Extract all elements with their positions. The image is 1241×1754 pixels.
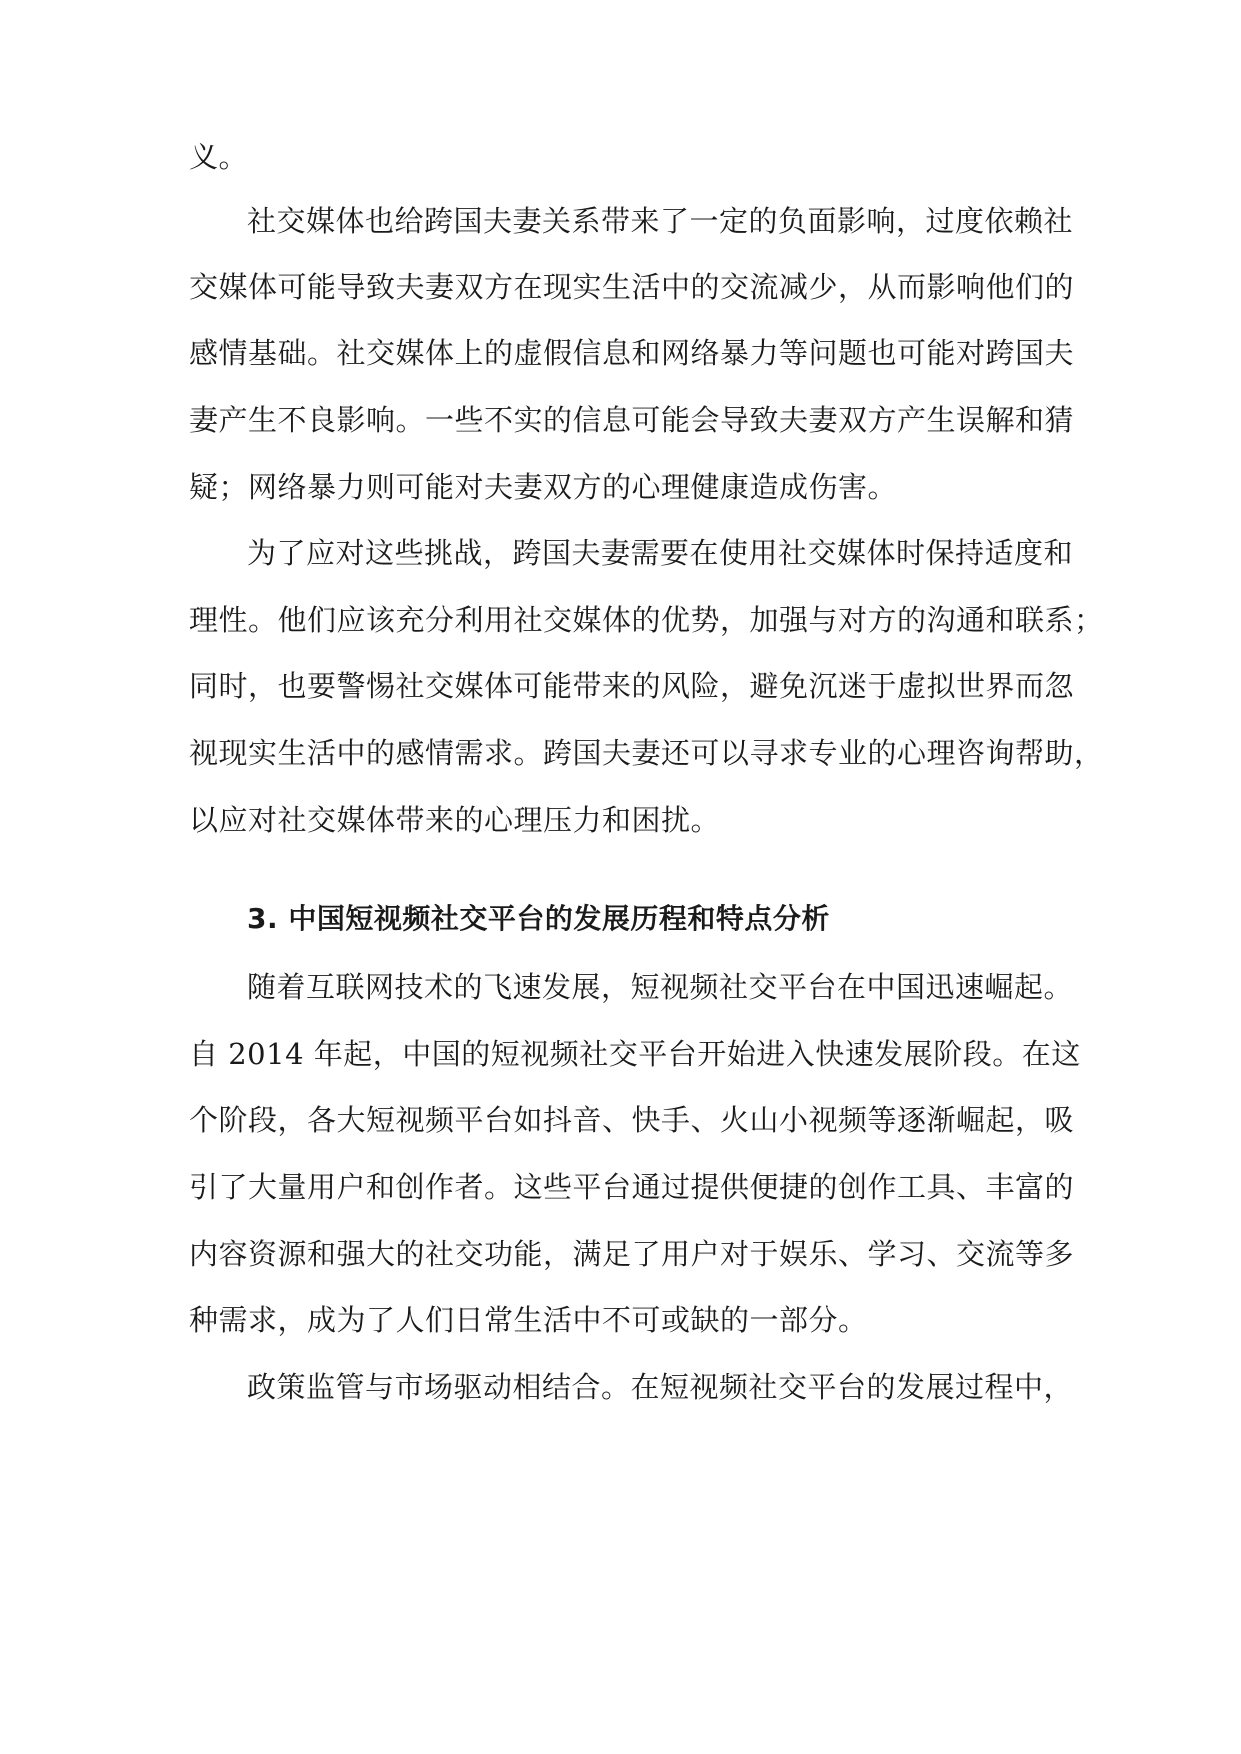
paragraph-line: 交媒体可能导致夫妻双方在现实生活中的交流减少，从而影响他们的: [189, 270, 1075, 304]
paragraph-line: 随着互联网技术的飞速发展，短视频社交平台在中国迅速崛起。: [247, 970, 1074, 1004]
paragraph-line: 个阶段，各大短视频平台如抖音、快手、火山小视频等逐渐崛起，吸: [189, 1103, 1075, 1137]
paragraph-line: 妻产生不良影响。一些不实的信息可能会导致夫妻双方产生误解和猜: [189, 403, 1075, 437]
paragraph-line: 为了应对这些挑战，跨国夫妻需要在使用社交媒体时保持适度和: [247, 536, 1074, 570]
section-heading: 3. 中国短视频社交平台的发展历程和特点分析: [247, 902, 830, 935]
paragraph-line: 引了大量用户和创作者。这些平台通过提供便捷的创作工具、丰富的: [189, 1170, 1075, 1204]
paragraph-line: 感情基础。社交媒体上的虚假信息和网络暴力等问题也可能对跨国夫: [189, 336, 1075, 370]
paragraph-line: 义。: [189, 140, 249, 174]
paragraph-line: 自 2014 年起，中国的短视频社交平台开始进入快速发展阶段。在这: [189, 1037, 1081, 1071]
paragraph-line: 视现实生活中的感情需求。跨国夫妻还可以寻求专业的心理咨询帮助，: [189, 736, 1104, 770]
paragraph-line: 理性。他们应该充分利用社交媒体的优势，加强与对方的沟通和联系；: [189, 603, 1104, 637]
paragraph-line: 同时，也要警惕社交媒体可能带来的风险，避免沉迷于虚拟世界而忽: [189, 669, 1075, 703]
paragraph-line: 内容资源和强大的社交功能，满足了用户对于娱乐、学习、交流等多: [189, 1237, 1075, 1271]
paragraph-line: 疑；网络暴力则可能对夫妻双方的心理健康造成伤害。: [189, 470, 898, 504]
paragraph-line: 政策监管与市场驱动相结合。在短视频社交平台的发展过程中，: [247, 1370, 1074, 1404]
paragraph-line: 种需求，成为了人们日常生活中不可或缺的一部分。: [189, 1303, 868, 1337]
paragraph-line: 社交媒体也给跨国夫妻关系带来了一定的负面影响，过度依赖社: [247, 204, 1074, 238]
paragraph-line: 以应对社交媒体带来的心理压力和困扰。: [189, 803, 721, 837]
